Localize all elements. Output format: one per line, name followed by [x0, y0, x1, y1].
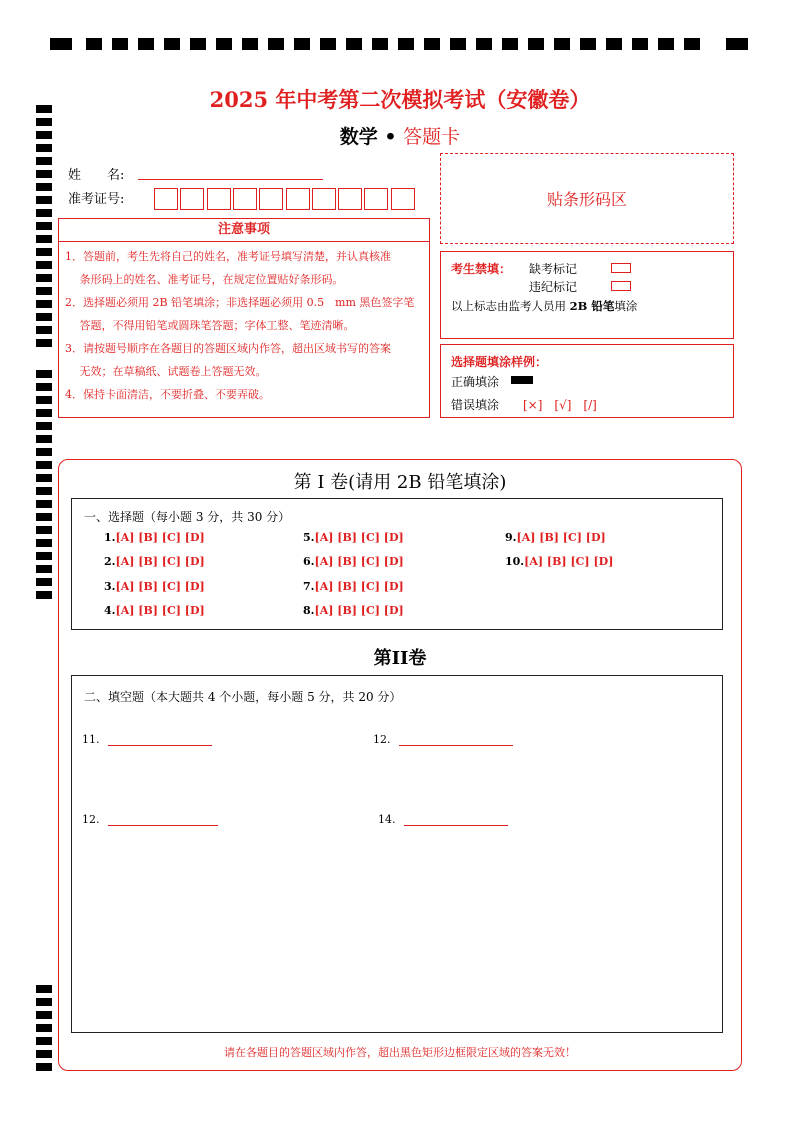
timing-mark [450, 38, 466, 50]
answer-options[interactable]: [A] [B] [C] [D] [115, 580, 205, 593]
blank-line[interactable] [108, 813, 218, 826]
id-digit-cell[interactable] [259, 188, 283, 210]
fill-blank [82, 813, 218, 826]
page-subtitle [0, 122, 800, 149]
notice-line: 无效；在草稿纸、试题卷上答题无效。 [65, 365, 267, 378]
id-digit-cell[interactable] [364, 188, 388, 210]
choice-question[interactable] [303, 555, 404, 568]
forbidden-note-prefix: 以上标志由监考人员用 [451, 299, 570, 313]
choice-question[interactable] [104, 531, 205, 544]
timing-mark [36, 565, 52, 573]
choice-question[interactable] [505, 555, 613, 568]
notice-line: 1．答题前，考生先将自己的姓名，准考证号填写清楚，并认真核准 [65, 250, 391, 263]
timing-mark [190, 38, 206, 50]
answer-options[interactable]: [A] [B] [C] [D] [516, 531, 606, 544]
choice-question[interactable] [104, 580, 205, 593]
fill-blank [378, 813, 508, 826]
answer-options[interactable]: [A] [B] [C] [D] [314, 531, 404, 544]
question-number: 2. [104, 555, 116, 568]
part2-title: 第II卷 [373, 648, 427, 669]
fill-blank [82, 733, 212, 746]
id-digit-cell[interactable] [312, 188, 336, 210]
timing-mark [36, 196, 52, 204]
timing-mark [36, 435, 52, 443]
timing-mark [346, 38, 362, 50]
notice-line: 2．选择题必须用 2B 铅笔填涂；非选择题必须用 0.5 mm 黑色签字笔 [65, 296, 415, 309]
choice-question[interactable] [303, 531, 404, 544]
timing-mark [36, 157, 52, 165]
timing-mark [554, 38, 570, 50]
timing-mark [36, 448, 52, 456]
choice-question[interactable] [303, 580, 404, 593]
timing-mark [36, 1011, 52, 1019]
timing-mark [726, 38, 748, 50]
timing-mark [294, 38, 310, 50]
choice-question[interactable] [505, 531, 606, 544]
timing-mark [36, 209, 52, 217]
blank-line[interactable] [399, 733, 513, 746]
id-label: 准考证号: [68, 192, 125, 207]
timing-mark [36, 422, 52, 430]
correct-label: 正确填涂 [451, 375, 500, 389]
absent-checkbox[interactable] [611, 263, 631, 273]
timing-mark [36, 300, 52, 308]
timing-mark [36, 287, 52, 295]
part1-title: 第 I 卷(请用 2B 铅笔填涂) [293, 472, 507, 493]
timing-mark [684, 38, 700, 50]
timing-mark [36, 578, 52, 586]
wrong-marks: [×] [√] [/] [523, 398, 597, 412]
id-digit-cell[interactable] [207, 188, 231, 210]
blank-number: 12. [373, 733, 391, 746]
timing-mark [36, 339, 52, 347]
choice-question[interactable] [104, 604, 205, 617]
answer-options[interactable]: [A] [B] [C] [D] [314, 580, 404, 593]
blank-number: 12. [82, 813, 100, 826]
id-digit-cell[interactable] [180, 188, 204, 210]
name-field[interactable] [138, 179, 323, 180]
timing-mark [424, 38, 440, 50]
sample-title: 选择题填涂样例： [451, 355, 548, 369]
notice-title: 注意事项 [59, 219, 429, 242]
blank-line[interactable] [404, 813, 508, 826]
timing-mark [242, 38, 258, 50]
timing-mark [36, 409, 52, 417]
blank-number: 11. [82, 733, 100, 746]
subtitle-card: 答题卡 [403, 126, 461, 148]
page-title: 2025 年中考第二次模拟考试（安徽卷） [209, 87, 591, 112]
forbidden-box [440, 251, 734, 339]
forbidden-note-suffix: 填涂 [614, 299, 638, 313]
timing-mark [36, 370, 52, 378]
name-label: 姓 名: [68, 168, 125, 183]
question-number: 6. [303, 555, 315, 568]
barcode-area [440, 153, 734, 244]
timing-mark [86, 38, 102, 50]
choice-section-title: 一、选择题（每小题 3 分，共 30 分） [84, 510, 291, 524]
id-digit-cell[interactable] [286, 188, 310, 210]
question-number: 4. [104, 604, 116, 617]
correct-fill-mark [511, 376, 533, 384]
notice-list [59, 242, 429, 406]
timing-mark [36, 235, 52, 243]
answer-options[interactable]: [A] [B] [C] [D] [314, 555, 404, 568]
timing-mark [606, 38, 622, 50]
choice-question[interactable] [104, 555, 205, 568]
timing-mark [632, 38, 648, 50]
answer-options[interactable]: [A] [B] [C] [D] [115, 604, 205, 617]
answer-options[interactable]: [A] [B] [C] [D] [314, 604, 404, 617]
blank-number: 14. [378, 813, 396, 826]
notice-line: 条形码上的姓名、准考证号，在规定位置贴好条形码。 [65, 273, 344, 286]
question-number: 5. [303, 531, 315, 544]
timing-mark [36, 552, 52, 560]
timing-mark [36, 383, 52, 391]
timing-mark [36, 1063, 52, 1071]
timing-mark [36, 261, 52, 269]
barcode-label: 贴条形码区 [546, 190, 627, 209]
timing-mark [216, 38, 232, 50]
timing-mark [36, 513, 52, 521]
timing-mark [36, 526, 52, 534]
subtitle-subject: 数学 • [339, 126, 404, 148]
timing-mark [502, 38, 518, 50]
forbidden-label: 考生禁填： [451, 262, 512, 276]
timing-mark [268, 38, 284, 50]
forbidden-note [451, 298, 637, 314]
timing-mark [36, 326, 52, 334]
timing-mark [36, 998, 52, 1006]
timing-mark [658, 38, 674, 50]
timing-mark [320, 38, 336, 50]
fill-section-title: 二、填空题（本大题共 4 个小题，每小题 5 分，共 20 分） [84, 690, 402, 704]
timing-mark [138, 38, 154, 50]
id-digit-cell[interactable] [233, 188, 257, 210]
timing-mark [36, 248, 52, 256]
timing-mark [36, 313, 52, 321]
id-digit-cell[interactable] [154, 188, 178, 210]
timing-mark [164, 38, 180, 50]
timing-mark [580, 38, 596, 50]
question-number: 1. [104, 531, 116, 544]
top-timing-marks [50, 38, 750, 52]
absent-label: 缺考标记 [529, 262, 578, 276]
timing-mark [112, 38, 128, 50]
notice-box [58, 218, 430, 418]
timing-mark [398, 38, 414, 50]
timing-mark [528, 38, 544, 50]
notice-line: 答题，不得用铅笔或圆珠笔答题；字体工整、笔迹清晰。 [65, 319, 355, 332]
question-number: 9. [505, 531, 517, 544]
timing-mark [36, 1024, 52, 1032]
timing-mark [36, 396, 52, 404]
timing-mark [36, 183, 52, 191]
id-digit-cell[interactable] [391, 188, 415, 210]
fill-blank [373, 733, 513, 746]
sample-box [440, 344, 734, 418]
violation-label: 违纪标记 [529, 280, 578, 294]
fill-section [71, 675, 723, 1033]
answer-options[interactable]: [A] [B] [C] [D] [524, 555, 614, 568]
timing-mark [36, 591, 52, 599]
timing-mark [36, 985, 52, 993]
question-number: 3. [104, 580, 116, 593]
question-number: 10. [505, 555, 525, 568]
answer-options[interactable]: [A] [B] [C] [D] [115, 531, 205, 544]
question-number: 8. [303, 604, 315, 617]
footer-warning: 请在各题目的答题区域内作答，超出黑色矩形边框限定区域的答案无效！ [224, 1046, 576, 1059]
forbidden-note-bold: 2B 铅笔 [569, 299, 615, 313]
choice-question[interactable] [303, 604, 404, 617]
timing-mark [372, 38, 388, 50]
notice-line: 3．请按题号顺序在各题目的答题区域内作答，超出区域书写的答案 [65, 342, 391, 355]
id-digit-cell[interactable] [338, 188, 362, 210]
question-number: 7. [303, 580, 315, 593]
violation-checkbox[interactable] [611, 281, 631, 291]
answer-options[interactable]: [A] [B] [C] [D] [115, 555, 205, 568]
notice-line: 4．保持卡面清洁，不要折叠、不要弄破。 [65, 388, 270, 401]
timing-mark [36, 274, 52, 282]
timing-mark [36, 500, 52, 508]
blank-line[interactable] [108, 733, 212, 746]
timing-mark [50, 38, 72, 50]
timing-mark [36, 170, 52, 178]
timing-mark [36, 222, 52, 230]
timing-mark [36, 539, 52, 547]
wrong-label: 错误填涂 [451, 398, 500, 412]
timing-mark [476, 38, 492, 50]
